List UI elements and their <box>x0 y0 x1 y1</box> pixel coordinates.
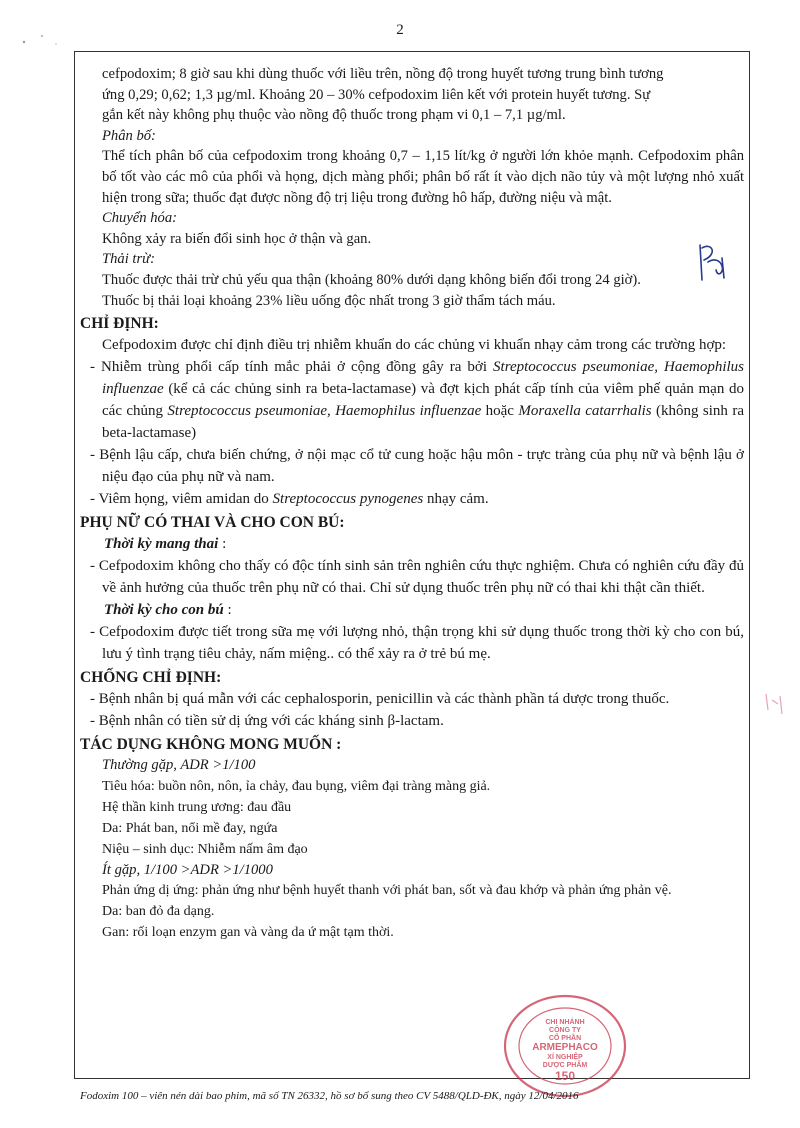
text-run: - Viêm họng, viêm amidan do <box>90 491 273 508</box>
list-item-chong-chi-dinh-1: - Bệnh nhân bị quá mẫn với các cephalosporin, penicillin và các thành phần tá dược trong thuốc. <box>90 691 670 708</box>
scan-artifact <box>760 690 790 720</box>
subheading-thuong-gap: Thường gặp, ADR >1/100 <box>102 757 256 774</box>
handwritten-initials-icon <box>690 240 740 285</box>
list-item-cho-con-bu: - Cefpodoxim được tiết trong sữa mẹ với lượng nhỏ, thận trọng khi sử dụng thuốc trong thời kỳ cho con bú, lưu ý tình trạng tiêu chảy, nấm miệng.. có thể xảy ra ở trẻ bú mẹ. <box>90 624 744 663</box>
stamp-text: CỔ PHẦN <box>548 1035 582 1042</box>
scan-speck <box>20 30 60 50</box>
subheading-cho-con-bu <box>80 599 744 621</box>
paragraph-phan-bo: Thể tích phân bố của cefpodoxim trong khoảng 0,7 – 1,15 lít/kg ở người lớn khỏe mạnh. Cefpodoxim phân bố tốt vào các mô của phổi và họng, dịch màng phổi; phân bố rất ít vào dịch não tủy và một lượng nhỏ xuất hiện trong sữa; thuốc đạt được nồng độ trị liệu trong đường hô hấp, đường niệu và mật. <box>102 148 744 206</box>
paragraph-thai-tru-2: Thuốc bị thải loại khoảng 23% liều uống độc nhất trong 3 giờ thẩm tách máu. <box>102 292 556 309</box>
text-line: Phản ứng dị ứng: phản ứng như bệnh huyết thanh với phát ban, sốt và đau khớp và phản ứng phản vệ. <box>102 883 672 899</box>
text-run: (kể cả các chủng sinh ra beta-lactamase) và đợt kịch phát cấp tính của viêm phế quản mạn do các chủng <box>102 381 744 420</box>
text-run: - Nhiễm trùng phổi cấp tính mắc phải ở cộng đồng gây ra bởi <box>90 359 494 376</box>
text-line: gắn kết này không phụ thuộc vào nồng độ thuốc trong phạm vi 0,1 – 7,1 µg/ml. <box>102 107 566 124</box>
species-name: Moraxella catarrhalis <box>518 403 652 420</box>
list-item-chi-dinh-2: - Bệnh lậu cấp, chưa biến chứng, ở nội mạc cổ tử cung hoặc hậu môn - trực tràng của phụ nữ và bệnh lậu ở niệu đạo của phụ nữ và nam. <box>90 447 744 486</box>
text-run: : <box>223 602 232 619</box>
company-seal-icon <box>500 990 630 1100</box>
heading-chong-chi-dinh: CHỐNG CHỈ ĐỊNH: <box>80 669 222 687</box>
text-line: Tiêu hóa: buồn nôn, nôn, ỉa chảy, đau bụng, viêm đại tràng màng giả. <box>102 778 491 794</box>
stamp-text: CHI NHÁNH <box>545 1019 585 1026</box>
subheading-mang-thai <box>80 533 744 555</box>
stamp-text: CÔNG TY <box>549 1027 581 1034</box>
text-run: (không sinh ra beta-lactamase) <box>102 403 744 442</box>
species-name: Streptococcus pseumoniae, Haemophilus influenzae <box>102 359 745 398</box>
page-number: 2 <box>396 22 404 38</box>
text-line: ứng 0,29; 0,62; 1,3 µg/ml. Khoảng 20 – 30% cefpodoxim liên kết với protein huyết tương. Sự <box>102 86 651 103</box>
text-run: Thời kỳ cho con bú <box>104 602 224 619</box>
subheading-thai-tru: Thải trừ: <box>102 251 155 268</box>
text-line: Da: ban đỏ đa dạng. <box>102 904 215 920</box>
species-name: Streptococcus pseumoniae, Haemophilus influenzae <box>167 403 482 420</box>
text-line: Hệ thần kinh trung ương: đau đầu <box>102 799 292 815</box>
list-item-chong-chi-dinh-2: - Bệnh nhân có tiền sử dị ứng với các kháng sinh β-lactam. <box>90 713 444 730</box>
text-line: cefpodoxim; 8 giờ sau khi dùng thuốc với liều trên, nồng độ trong huyết tương trung bình tương <box>102 66 664 82</box>
heading-phu-nu: PHỤ NỮ CÓ THAI VÀ CHO CON BÚ: <box>80 514 345 532</box>
text-line: Niệu – sinh dục: Nhiễm nấm âm đạo <box>102 841 308 857</box>
text-run: nhạy cảm. <box>423 491 489 508</box>
species-name: Streptococcus pynogenes <box>272 491 424 508</box>
list-item-mang-thai: - Cefpodoxim không cho thấy có độc tính sinh sản trên nghiên cứu thực nghiệm. Chưa có nghiên cứu đầy đủ về ảnh hưởng của thuốc trên phụ nữ có thai. Chỉ sử dụng thuốc trên phụ nữ có thai khi thật cần thiết. <box>90 558 744 597</box>
paragraph-chuyen-hoa: Không xảy ra biến đổi sinh học ở thận và gan. <box>102 230 372 247</box>
subheading-it-gap: Ít gặp, 1/100 >ADR >1/1000 <box>102 861 273 878</box>
text-run: : <box>218 536 227 553</box>
list-item-chi-dinh-1 <box>80 356 744 444</box>
subheading-phan-bo: Phân bố: <box>102 127 156 144</box>
document-footer: Fodoxim 100 – viên nén dài bao phim, mã số TN 26332, hồ sơ bổ sung theo CV 5488/QLD-ĐK, ngày 12/04/2016 <box>80 1090 579 1102</box>
subheading-chuyen-hoa: Chuyển hóa: <box>102 210 177 227</box>
stamp-text: ARMEPHACO <box>532 1042 598 1053</box>
text-line: Gan: rối loạn enzym gan và vàng da ứ mật tạm thời. <box>102 925 394 941</box>
heading-tac-dung: TÁC DỤNG KHÔNG MONG MUỐN : <box>80 736 342 754</box>
stamp-text: DƯỢC PHẨM <box>542 1062 588 1069</box>
paragraph-chi-dinh-intro: Cefpodoxim được chỉ định điều trị nhiễm khuẩn do các chủng vi khuẩn nhạy cảm trong các trường hợp: <box>102 337 727 354</box>
stamp-text: 150 <box>554 1069 576 1083</box>
text-run: hoặc <box>481 403 519 420</box>
document-body <box>80 64 744 943</box>
heading-chi-dinh: CHỈ ĐỊNH: <box>80 315 159 333</box>
text-line: Da: Phát ban, nổi mề đay, ngứa <box>102 820 278 836</box>
stamp-text: XÍ NGHIỆP <box>547 1054 583 1061</box>
paragraph-thai-tru-1: Thuốc được thải trừ chủ yếu qua thận (khoảng 80% dưới dạng không biến đổi trong 24 giờ). <box>102 271 641 288</box>
text-run: Thời kỳ mang thai <box>104 536 219 553</box>
list-item-chi-dinh-3 <box>80 488 744 510</box>
